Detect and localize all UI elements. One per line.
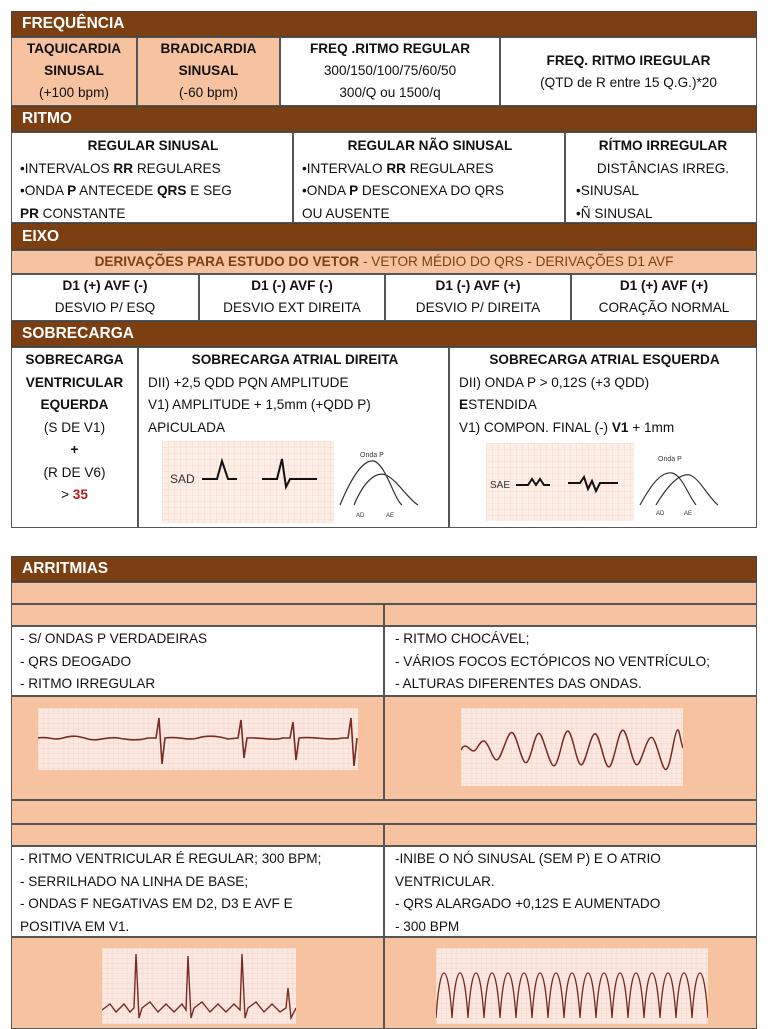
sad-label: SAD (170, 472, 195, 486)
sv-l4: (S DE V1) (43, 419, 106, 435)
arritmias-row-a-title (11, 582, 757, 604)
arritmias-header (11, 556, 757, 582)
arritmias-row-b-title (11, 800, 757, 824)
ritmo-irregular-l3: • Ñ SINUSAL (576, 203, 750, 224)
ritmo-sinusal-title: REGULAR SINUSAL (87, 138, 219, 153)
aa-l3: - RITMO IRREGULAR (20, 676, 156, 691)
ritmo-sinusal-l1: • INTERVALOS RR REGULARES (20, 158, 286, 181)
sae-ecg-figure (486, 443, 722, 521)
eixo-col-2-title: D1 (-) AVF (-) (251, 278, 333, 293)
bb-l1: -INIBE O NÓ SINUSAL (SEM P) E O ATRIO (395, 851, 661, 866)
eixo-header-label: EIXO (22, 227, 60, 245)
aa-l1: - S/ ONDAS P VERDADEIRAS (20, 631, 208, 646)
taqui-l2: SINUSAL (44, 63, 104, 78)
sae-ad-label: AD (656, 511, 665, 517)
eixo-sub-rest: - VETOR MÉDIO DO QRS - DERIVAÇÕES D1 AVF (359, 254, 674, 269)
bb-l3: - QRS ALARGADO +0,12S E AUMENTADO (395, 896, 661, 911)
ritmo-sinusal-cell (11, 132, 293, 223)
eixo-col-3 (385, 274, 571, 321)
ab-l3: - ALTURAS DIFERENTES DAS ONDAS. (395, 676, 642, 691)
ba-l1: - RITMO VENTRICULAR É REGULAR; 300 BPM; (20, 851, 322, 866)
ab-l2: - VÁRIOS FOCOS ECTÓPICOS NO VENTRÍCULO; (395, 653, 710, 669)
sae-ae-label: AE (684, 511, 693, 517)
freq-regular-title: FREQ .RITMO REGULAR (309, 41, 471, 56)
eixo-col-1 (11, 274, 199, 321)
fa-ecg-svg (38, 708, 358, 770)
eixo-col-4-desc: CORAÇÃO NORMAL (598, 300, 730, 315)
ritmo-nao-sinusal-title: REGULAR NÃO SINUSAL (347, 138, 513, 153)
sae-l1: DII) ONDA P > 0,12S (+3 QDD) (459, 374, 650, 390)
arritmia-a-right-text (384, 626, 757, 696)
ritmo-irregular-cell (565, 132, 757, 223)
eixo-col-2 (199, 274, 385, 321)
ritmo-nao-sinusal-cell (293, 132, 565, 223)
ba-l2: - SERRILHADO NA LINHA DE BASE; (20, 873, 249, 889)
sae-l3: V1) COMPON. FINAL (-) V1 + 1mm (459, 419, 675, 435)
bradi-l2: SINUSAL (178, 63, 239, 78)
ab-l1: - RITMO CHOCÁVEL; (395, 631, 530, 646)
eixo-subheader (11, 250, 757, 274)
sobrecarga-ventricular-cell (11, 347, 138, 528)
frequencia-header (11, 11, 757, 37)
eixo-header (11, 223, 757, 250)
eixo-col-3-title: D1 (-) AVF (+) (435, 278, 521, 293)
sae-l2: ESTENDIDA (459, 397, 537, 412)
arritmias-a-left-title (11, 604, 384, 626)
ritmo-irregular-l2: • SINUSAL (576, 180, 750, 203)
bb-l2: VENTRICULAR. (395, 873, 495, 889)
sad-l3: APICULADA (148, 419, 226, 435)
sad-ae-label: AE (386, 513, 395, 519)
ritmo-irregular-title: RÍTMO IRREGULAR (598, 138, 728, 153)
fa-ecg-strip (38, 708, 358, 770)
sad-ecg-svg (162, 441, 424, 523)
arritmia-a-left-text (11, 626, 384, 696)
sv-l7: > 35 (61, 487, 88, 502)
ritmo-nao-sinusal-l1: • INTERVALO RR REGULARES (302, 158, 558, 181)
ba-l3: - ONDAS F NEGATIVAS EM D2, D3 E AVF E (20, 896, 293, 911)
flutter-ecg-svg (102, 948, 296, 1024)
bradicardia-cell (137, 37, 280, 106)
sv-l1: SOBRECARGA (25, 352, 124, 367)
sobrecarga-header (11, 321, 757, 347)
ritmo-sinusal-l2: • ONDA P ANTECEDE QRS E SEG (20, 180, 286, 203)
sad-onda-label: Onda P (360, 452, 384, 459)
sv-l6: (R DE V6) (43, 464, 106, 480)
eixo-col-1-title: D1 (+) AVF (-) (62, 278, 148, 293)
bradi-l1: BRADICARDIA (160, 41, 257, 56)
arritmias-header-label: ARRITMIAS (22, 560, 109, 577)
sae-ecg-svg (486, 443, 722, 521)
tv-ecg-strip (436, 948, 708, 1024)
freq-irregular-title: FREQ. RITMO IREGULAR (546, 53, 711, 68)
sad-title: SOBRECARGA ATRIAL DIREITA (191, 352, 399, 367)
flutter-ecg-strip (102, 948, 296, 1024)
sae-label: SAE (490, 480, 511, 491)
sad-ecg-figure (162, 441, 424, 523)
tv-ecg-svg (436, 948, 708, 1024)
eixo-col-2-desc: DESVIO EXT DIREITA (223, 300, 361, 315)
frequencia-header-label: FREQUÊNCIA (22, 15, 125, 32)
arritmias-a-right-title (384, 604, 757, 626)
bradi-l3: (-60 bpm) (179, 85, 238, 100)
sae-onda-label: Onda P (658, 456, 682, 463)
ritmo-header (11, 106, 757, 132)
eixo-col-1-desc: DESVIO P/ ESQ (54, 300, 156, 315)
ritmo-header-label: RITMO (22, 110, 72, 127)
bb-l4: - 300 BPM (395, 918, 460, 934)
ritmo-irregular-l1: DISTÂNCIAS IRREG. (596, 160, 730, 176)
sad-l2: V1) AMPLITUDE + 1,5mm (+QDD P) (148, 397, 371, 412)
taqui-l3: (+100 bpm) (39, 85, 109, 100)
freq-regular-cell (280, 37, 500, 106)
sad-ad-label: AD (356, 513, 365, 519)
taqui-l1: TAQUICARDIA (26, 41, 122, 56)
eixo-sub-bold: DERIVAÇÕES PARA ESTUDO DO VETOR (94, 254, 360, 269)
arritmia-b-right-text (384, 846, 757, 937)
ritmo-sinusal-l3: PR CONSTANTE (20, 205, 126, 221)
sv-l5: + (70, 442, 79, 457)
sv-l3: EQUERDA (40, 397, 109, 412)
sv-l2: VENTRICULAR (25, 374, 124, 390)
freq-regular-l2: 300/Q ou 1500/q (339, 85, 441, 100)
sae-title: SOBRECARGA ATRIAL ESQUERDA (489, 352, 720, 367)
fv-ecg-strip (461, 708, 683, 786)
freq-irregular-cell (500, 37, 757, 106)
arritmia-b-left-text (11, 846, 384, 937)
freq-irregular-l1: (QTD de R entre 15 Q.G.)*20 (540, 75, 717, 90)
aa-l2: - QRS DEOGADO (20, 653, 132, 669)
ritmo-nao-sinusal-l2: • ONDA P DESCONEXA DO QRS (302, 180, 558, 203)
fv-ecg-svg (461, 708, 683, 786)
eixo-col-4-title: D1 (+) AVF (+) (619, 278, 709, 293)
eixo-col-4 (571, 274, 757, 321)
freq-regular-l1: 300/150/100/75/60/50 (323, 63, 457, 78)
sad-l1: DII) +2,5 QDD PQN AMPLITUDE (148, 374, 349, 390)
ba-l4: POSITIVA EM V1. (20, 918, 130, 934)
ritmo-nao-sinusal-l3: OU AUSENTE (302, 205, 390, 221)
arritmias-b-left-title (11, 824, 384, 846)
eixo-col-3-desc: DESVIO P/ DIREITA (415, 300, 541, 315)
sobrecarga-header-label: SOBRECARGA (22, 325, 134, 342)
taquicardia-cell (11, 37, 137, 106)
arritmias-b-right-title (384, 824, 757, 846)
